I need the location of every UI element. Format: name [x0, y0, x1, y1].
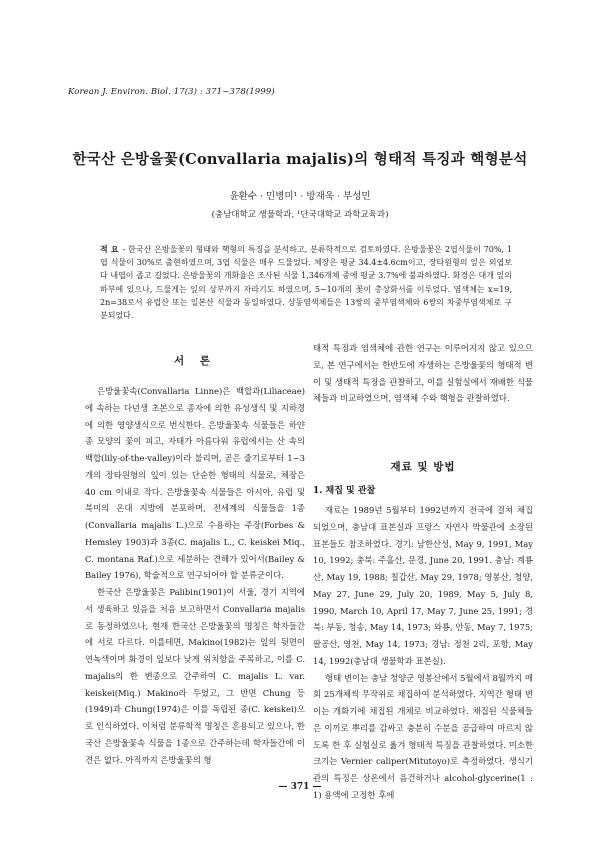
intro-heading: 서 론 — [174, 355, 216, 367]
paper-title: 한국산 은방울꽃(Convallaria majalis)의 형태적 특징과 핵형분석 — [72, 151, 528, 168]
intro-paragraph-2: 한국산 은방울꽃은 Palibin(1901)이 서울, 경기 지역에서 생육하고 있음을 처음 보고하면서 Convallaria majalis로 동정하였으나, 현재 한국산 은방울꽃의 명칭은 학자들간에 서로 다르다. 이를테면, Makino(1982)는 잎의 뒷면이 연녹색이며 화경이 잎보다 낮게 위치함을 주목하고, 이를 C. majalis의 한 변종으로 간주하여 C. majalis L. var. keiskei(Miq.) Makino라 두었고, 그 반면 Chung 등(1949)과 Chung(1974)은 이를 독립된 종(C. keiskei)으로 인식하였다. 이처럼 분류학적 명칭은 혼용되고 있으나, 한국산 은방울꽃속 식물을 1종으로 간주하는데 학자들간에 이견은 없다. 아직까지 은방울꽃의 형 — [85, 587, 305, 765]
affiliation: (충남대학교 생물학과, ¹단국대학교 과학교육과) — [211, 210, 389, 220]
author-list: 윤환수 · 민병미¹ · 방재욱 · 부성민 — [229, 191, 371, 202]
page-number: — 371 — — [278, 782, 322, 792]
intro-paragraph-3: 태적 특징과 염색체에 관한 연구는 이루어지지 않고 있으므로, 본 연구에서는 한반도에 자생하는 은방울꽃의 형태적 변이 및 생태적 특징을 관찰하고, 이를 실험실에서 재배한 식물체들과 비교하였으며, 염색체 수와 핵형을 관찰하였다. — [313, 343, 533, 404]
abstract — [100, 243, 512, 322]
methods-paragraph-1: 재료는 1989년 5월부터 1992년까지 전국에 걸쳐 채집되었으며, 충남대 표본실과 프랑스 자연사 박물관에 소장된 표본들도 참조하였다. 경기: 남한산성, May 9, 1991, May 10, 1992; 충북: 주흘산, 문경, June 20, 1991. 충남: 계룡산, May 19, 1988; 칠갑산, May 29, 1978; 영봉산, 청양, May 27, June 29, July 20, 1989, May 5, July 8, 1990, March 10, April 17, May 7, June 25, 1991; 경북: 부동, 청송, May 14, 1973; 와룡, 안동, May 7, 1975; 팔공산, 영천, May 14, 1973; 경남: 정천 2리, 포항, May 14, 1992(충남대 생물학과 표본실). — [313, 505, 533, 666]
right-column-methods — [313, 502, 533, 804]
journal-reference: Korean J. Environ. Biol. 17(3) : 371~378(1999) — [68, 87, 275, 97]
abstract-label: 적 요 — [100, 244, 119, 254]
intro-paragraph-1: 은방울꽃속(Convallaria Linne)은 백합과(Liliaceae)에 속하는 다년생 초본으로 종자에 의한 유성생식 및 지하경에 의한 영양생식으로 번식한다. 은방울꽃속 식물들은 하얀 종 모양의 꽃이 피고, 자태가 아름다워 유럽에서는 산 속의 백합(lily-of-the-valley)이라 불리며, 곧은 줄기로부터 1~3개의 장타원형의 잎이 있는 단순한 형태의 식물로, 체장은 40 cm 이내로 작다. 은방울꽃속 식물들은 아시아, 유럽 및 북미의 온대 지방에 분포하며, 전세계의 식물들을 1종(Convallaria majalis L.)으로 수용하는 주장(Forbes & Hemsley 1903)과 3종(C. majalis L., C. keiskei Miq., C. montana Raf.)으로 세분하는 견해가 있어서(Bailey & Bailey 1976), 학술적으로 연구되어야 할 분류군이다. — [85, 386, 305, 581]
left-column — [85, 383, 305, 768]
methods-heading: 재료 및 방법 — [390, 461, 456, 473]
methods-paragraph-2: 형태 변이는 충남 청양군 영봉산에서 5월에서 8월까지 매회 25개체씩 무작위로 채집하여 분석하였다. 지역간 형태 변이는 개화기에 채집된 개체로 비교하였다. 채집된 식물체들은 이끼로 뿌리를 감싸고 충분히 수분을 공급하여 마르지 않도록 한 후 실험실로 옮겨 형태적 특징을 관찰하였다. 미소한 크기는 Vernier caliper(Mitutoyo)로 측정하였다. 생식기관의 특징은 상온에서 음건하거나 alcohol-glycerine(1 : 1) 용액에 고정한 후에 — [313, 672, 533, 800]
methods-subheading: 1. 채집 및 관찰 — [313, 486, 376, 496]
right-column-top — [313, 340, 533, 407]
abstract-text: - 한국산 은방울꽃의 형태와 핵형의 특징을 분석하고, 분류학적으로 검토하였다. 은방울꽃은 2엽식물이 70%, 1엽 식물이 30%로 출현하였으며, 3엽 식물은 매우 드물었다. 체장은 평균 34.4±4.6cm이고, 장타원형의 잎은 외엽보다 내엽이 좁고 길었다. 은방울꽃의 개화율은 조사된 식물 1,346개체 중에 평균 3.7%에 불과하였다. 화경은 대개 잎의 하부에 있으나, 드물게는 잎의 상부까지 자라기도 하였으며, 5~10개의 꽃이 총상화서를 이루었다. 염색체는 x=19, 2n=38로서 유럽산 또는 일본산 식물과 동일하였다. 상동염색체들은 13쌍의 중부염색체와 6쌍의 차중부염색체로 구분되었다. — [100, 245, 512, 321]
